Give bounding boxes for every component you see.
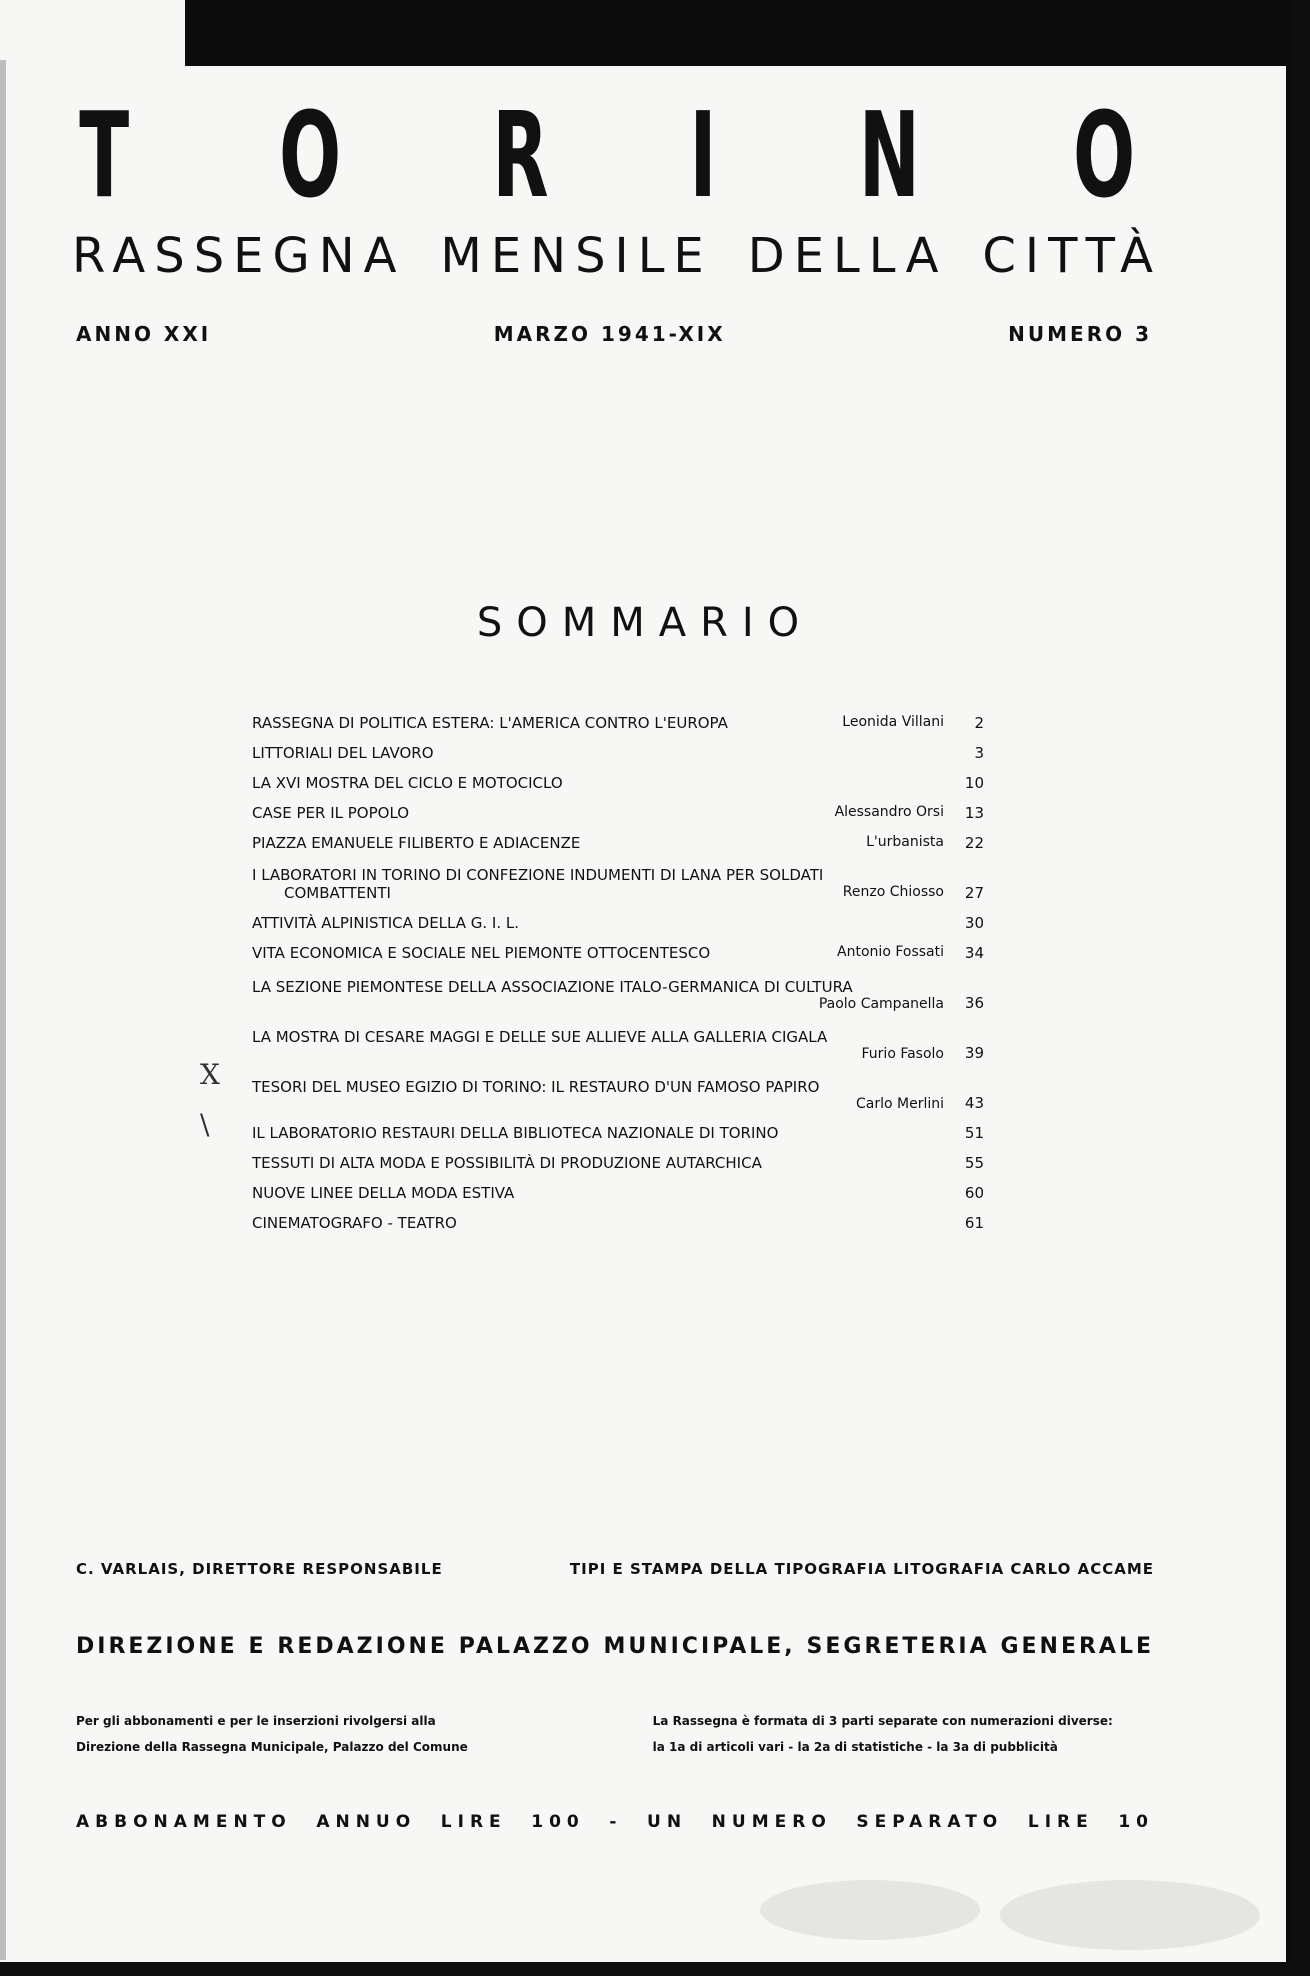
masthead-letter: O	[1072, 86, 1135, 224]
scan-border-right	[1286, 0, 1290, 1962]
toc-entry-author: Antonio Fossati	[837, 944, 944, 960]
toc-entry	[252, 902, 984, 932]
toc-entry-author: Furio Fasolo	[861, 1046, 944, 1062]
masthead-letter: I	[689, 86, 717, 224]
toc-entry-page: 22	[964, 834, 984, 852]
toc-entry	[252, 932, 984, 962]
toc-entry	[252, 822, 984, 852]
toc-entry-page: 10	[964, 774, 984, 792]
toc-entry-title: IL LABORATORIO RESTAURI DELLA BIBLIOTECA NAZIONALE DI TORINO	[252, 1124, 779, 1142]
toc-entry-author: Leonida Villani	[842, 714, 944, 730]
toc-entry-title: NUOVE LINEE DELLA MODA ESTIVA	[252, 1184, 515, 1202]
subscription-info	[76, 1708, 1164, 1760]
toc-entry	[252, 1142, 984, 1172]
toc-entry	[252, 762, 984, 792]
toc-entry-page: 34	[964, 944, 984, 962]
toc-entry-page: 36	[964, 994, 984, 1012]
toc-entry	[252, 702, 984, 732]
toc-entry-page: 30	[964, 914, 984, 932]
toc-entry	[252, 1202, 984, 1232]
toc-entry-title: LA MOSTRA DI CESARE MAGGI E DELLE SUE ALLIEVE ALLA GALLERIA CIGALA	[252, 1028, 828, 1046]
toc-entry-page: 61	[964, 1214, 984, 1232]
toc-entry-author: Carlo Merlini	[855, 1096, 944, 1112]
info-left-line: Per gli abbonamenti e per le inserzioni rivolgersi alla	[76, 1714, 436, 1728]
director-credit: C. VARLAIS, DIRETTORE RESPONSABILE	[76, 1560, 443, 1578]
issue-info	[76, 322, 1152, 346]
scan-border-top	[185, 0, 1290, 66]
masthead-letter: T	[79, 86, 130, 224]
editorial-office: DIREZIONE E REDAZIONE PALAZZO MUNICIPALE, SEGRETERIA GENERALE	[76, 1634, 1154, 1659]
info-right-line: La Rassegna è formata di 3 parti separate con numerazioni diverse:	[652, 1714, 1113, 1728]
toc-entry-title: RASSEGNA DI POLITICA ESTERA: L'AMERICA CONTRO L'EUROPA	[252, 714, 728, 732]
toc-entry-title: I LABORATORI IN TORINO DI CONFEZIONE INDUMENTI DI LANA PER SOLDATI	[252, 866, 824, 884]
toc-entry	[200, 1108, 984, 1142]
toc-entry-author: L'urbanista	[866, 834, 944, 850]
toc-entry-title: PIAZZA EMANUELE FILIBERTO E ADIACENZE	[252, 834, 581, 852]
toc-entry	[252, 852, 984, 902]
toc-entry-title: LA SEZIONE PIEMONTESE DELLA ASSOCIAZIONE ITALO-GERMANICA DI CULTURA	[252, 978, 853, 996]
printer-credit: TIPI E STAMPA DELLA TIPOGRAFIA LITOGRAFIA CARLO ACCAME	[569, 1560, 1154, 1578]
toc-entry	[200, 1058, 984, 1112]
toc-entry-title: TESSUTI DI ALTA MODA E POSSIBILITÀ DI PRODUZIONE AUTARCHICA	[252, 1154, 762, 1172]
scan-stain	[1000, 1880, 1260, 1950]
masthead-letter: R	[492, 86, 549, 224]
issue-year: ANNO XXI	[76, 322, 212, 346]
toc-entry-page: 2	[974, 714, 984, 732]
toc-entry-page: 13	[964, 804, 984, 822]
subscription-price: ABBONAMENTO ANNUO LIRE 100 - UN NUMERO SEPARATO LIRE 10	[76, 1812, 1154, 1832]
toc-entry-title: TESORI DEL MUSEO EGIZIO DI TORINO: IL RESTAURO D'UN FAMOSO PAPIRO	[252, 1078, 820, 1096]
credits-row	[76, 1560, 1154, 1578]
handwritten-tick-mark: \	[200, 1108, 210, 1141]
toc-entry-page: 51	[964, 1124, 984, 1142]
toc-entry	[252, 792, 984, 822]
info-left-line: Direzione della Rassegna Municipale, Palazzo del Comune	[76, 1740, 468, 1754]
toc-entry-page: 39	[964, 1044, 984, 1062]
toc-entry-title: ATTIVITÀ ALPINISTICA DELLA G. I. L.	[252, 914, 519, 932]
toc-entry-page: 55	[964, 1154, 984, 1172]
toc-entry-page: 60	[964, 1184, 984, 1202]
toc-entry-author: Alessandro Orsi	[834, 804, 944, 820]
handwritten-cross-mark: X	[200, 1058, 220, 1091]
toc-entry-title-continued: COMBATTENTI	[284, 884, 391, 902]
toc-entry	[252, 1012, 984, 1062]
toc-entry-author: Renzo Chiosso	[842, 884, 944, 900]
issue-date: MARZO 1941-XIX	[493, 322, 726, 346]
masthead-subtitle: RASSEGNA MENSILE DELLA CITTÀ	[72, 228, 1162, 284]
toc-entry-page: 3	[974, 744, 984, 762]
table-of-contents	[200, 702, 984, 1232]
toc-entry-title: LA XVI MOSTRA DEL CICLO E MOTOCICLO	[252, 774, 563, 792]
masthead-letter: N	[858, 86, 920, 224]
toc-entry	[252, 962, 984, 1012]
masthead-title	[64, 86, 1154, 240]
toc-entry-page: 27	[964, 884, 984, 902]
info-right-line: la 1a di articoli vari - la 2a di statistiche - la 3a di pubblicità	[652, 1740, 1058, 1754]
toc-entry-page: 43	[964, 1094, 984, 1112]
toc-entry-title: VITA ECONOMICA E SOCIALE NEL PIEMONTE OTTOCENTESCO	[252, 944, 711, 962]
toc-entry-title: CINEMATOGRAFO - TEATRO	[252, 1214, 457, 1232]
scan-border-left	[0, 60, 6, 1960]
masthead-letter: O	[278, 86, 341, 224]
scan-stain	[760, 1880, 980, 1940]
toc-entry	[252, 732, 984, 762]
issue-number: NUMERO 3	[1008, 322, 1152, 346]
toc-entry-author: Paolo Campanella	[818, 996, 944, 1012]
sommario-title: SOMMARIO	[476, 600, 814, 646]
toc-entry-title: LITTORIALI DEL LAVORO	[252, 744, 434, 762]
toc-entry	[252, 1172, 984, 1202]
toc-entry-title: CASE PER IL POPOLO	[252, 804, 410, 822]
